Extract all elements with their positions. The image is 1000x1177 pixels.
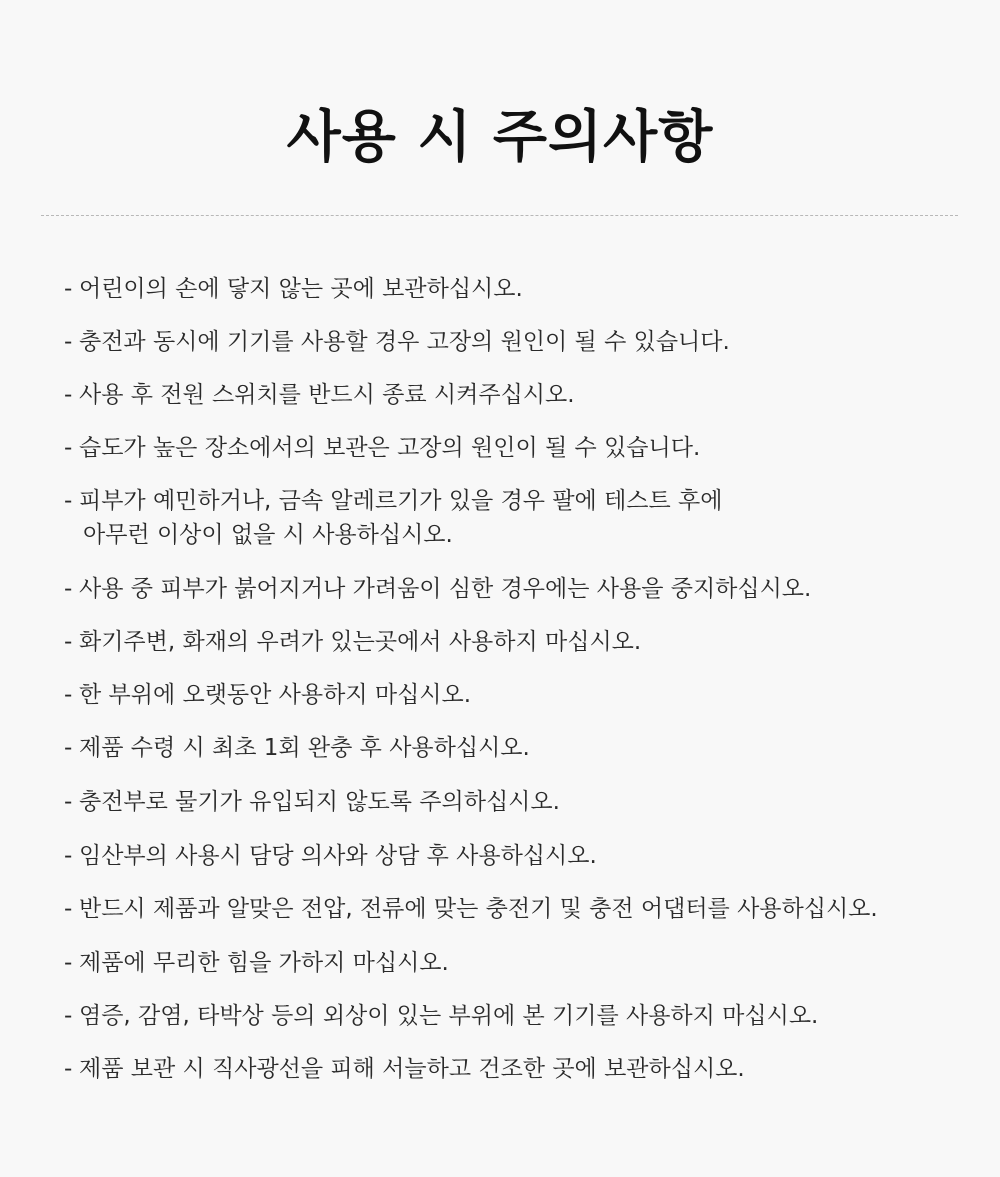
bullet-dash: - [64, 950, 73, 976]
bullet-dash: - [64, 789, 73, 815]
bullet-dash: - [64, 382, 73, 408]
bullet-dash: - [64, 276, 73, 302]
notice-text: 사용 중 피부가 붉어지거나 가려움이 심한 경우에는 사용을 중지하십시오. [79, 576, 812, 602]
notice-text: 피부가 예민하거나, 금속 알레르기가 있을 경우 팔에 테스트 후에 [79, 488, 723, 514]
notice-text: 제품 보관 시 직사광선을 피해 서늘하고 건조한 곳에 보관하십시오. [79, 1056, 745, 1082]
notice-text: 충전과 동시에 기기를 사용할 경우 고장의 원인이 될 수 있습니다. [79, 329, 730, 355]
notice-text: 사용 후 전원 스위치를 반드시 종료 시켜주십시오. [79, 382, 575, 408]
bullet-dash: - [64, 576, 73, 602]
notice-item [64, 625, 964, 659]
notice-text-continued: 아무런 이상이 없을 시 사용하십시오. [83, 522, 453, 548]
notice-text: 제품 수령 시 최초 1회 완충 후 사용하십시오. [79, 735, 530, 761]
bullet-dash: - [64, 1003, 73, 1029]
notice-item [64, 678, 964, 712]
notice-item [64, 378, 964, 412]
notice-item [64, 892, 964, 926]
notice-item [64, 325, 964, 359]
notice-item [64, 572, 964, 606]
notice-item [64, 431, 964, 465]
notice-item [64, 272, 964, 306]
bullet-dash: - [64, 682, 73, 708]
notice-item [64, 785, 964, 819]
notice-item [64, 731, 964, 765]
notice-text: 염증, 감염, 타박상 등의 외상이 있는 부위에 본 기기를 사용하지 마십시오. [79, 1003, 819, 1029]
page-title: 사용 시 주의사항 [286, 105, 714, 170]
notice-text: 어린이의 손에 닿지 않는 곳에 보관하십시오. [79, 276, 523, 302]
notice-text: 한 부위에 오랫동안 사용하지 마십시오. [79, 682, 472, 708]
bullet-dash: - [64, 896, 73, 922]
bullet-dash: - [64, 488, 73, 514]
notice-item [64, 484, 964, 552]
bullet-dash: - [64, 435, 73, 461]
bullet-dash: - [64, 735, 73, 761]
bullet-dash: - [64, 629, 73, 655]
notice-text: 반드시 제품과 알맞은 전압, 전류에 맞는 충전기 및 충전 어댑터를 사용하십시오. [79, 896, 878, 922]
notice-text: 습도가 높은 장소에서의 보관은 고장의 원인이 될 수 있습니다. [79, 435, 701, 461]
notice-text: 제품에 무리한 힘을 가하지 마십시오. [79, 950, 449, 976]
notice-item [64, 946, 964, 980]
notice-item [64, 999, 964, 1033]
notice-text: 충전부로 물기가 유입되지 않도록 주의하십시오. [79, 789, 560, 815]
notice-item [64, 839, 964, 873]
notice-item [64, 1052, 964, 1086]
notice-text: 임산부의 사용시 담당 의사와 상담 후 사용하십시오. [79, 843, 597, 869]
notice-text: 화기주변, 화재의 우려가 있는곳에서 사용하지 마십시오. [79, 629, 642, 655]
bullet-dash: - [64, 329, 73, 355]
bullet-dash: - [64, 843, 73, 869]
bullet-dash: - [64, 1056, 73, 1082]
